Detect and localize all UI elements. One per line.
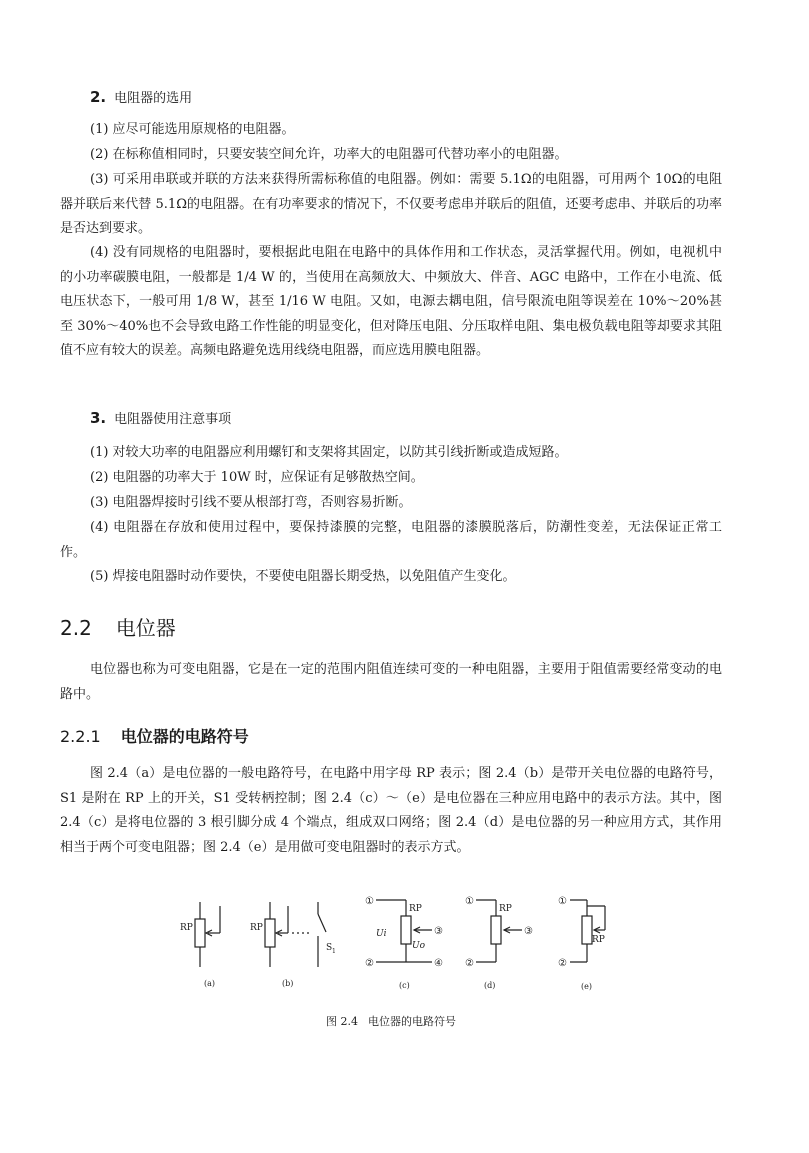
symbol-e: [570, 900, 605, 962]
terminal-1: ①: [558, 896, 567, 907]
label-rp: RP: [250, 923, 263, 933]
terminal-1: ①: [465, 896, 474, 907]
caption-text: 电位器的电路符号: [368, 1015, 456, 1028]
section-number: 2.: [90, 88, 107, 106]
section-number: 2.2: [60, 616, 92, 640]
paragraph: 图 2.4（a）是电位器的一般电路符号，在电路中用字母 RP 表示；图 2.4（b）是带开关电位器的电路符号，S1 是附在 RP 上的开关，S1 受转柄控制；图 2.4（c）～（e）是电位器在三种应用电路中的表示方法。其中，图 2.4（c）是将电位器的 3 根引脚分成 4 个端点，组成双口网络；图 2.4（d）是电位器的另一种应用方式，其作用相当于两个可变电阻器；图 2.4（e）是用做可变电阻器时的表示方式。: [60, 766, 722, 855]
figure-caption: [60, 1013, 722, 1029]
section-heading-3: [90, 408, 231, 427]
section-title: 电位器的电路符号: [120, 727, 249, 746]
section-title: 电阻器使用注意事项: [114, 412, 232, 427]
label-uo: Uo: [412, 941, 426, 951]
label-rp: RP: [180, 923, 193, 933]
sub-caption: (d): [484, 981, 496, 990]
sub-caption: (a): [204, 979, 216, 988]
terminal-4: ④: [434, 958, 443, 969]
label-s1: S: [326, 943, 333, 953]
section-heading-2: [90, 87, 192, 106]
potentiometer-symbols: [60, 892, 722, 1002]
section-number: 3.: [90, 409, 107, 427]
terminal-1: ①: [365, 896, 374, 907]
list-item: (4) 电阻器在存放和使用过程中，要保持漆膜的完整，电阻器的漆膜脱落后，防潮性变差，无法保证正常工作。: [60, 520, 722, 560]
terminal-2: ②: [558, 958, 567, 969]
section-heading-2-2-1: [60, 724, 249, 747]
figure-2-4: [60, 892, 722, 1002]
sub-caption: (c): [399, 981, 410, 990]
list-item: (3) 可采用串联或并联的方法来获得所需标称值的电阻器。例如：需要 5.1Ω的电阻器，可用两个 10Ω的电阻器并联后来代替 5.1Ω的电阻器。在有功率要求的情况下，不仅要考虑串并联后的阻值，还要考虑串、并联后的功率是否达到要求。: [60, 172, 722, 237]
terminal-2: ②: [365, 958, 374, 969]
section-number: 2.2.1: [60, 727, 101, 746]
label-rp: RP: [592, 935, 605, 945]
label-s1-sub: 1: [332, 948, 336, 955]
list-item: (1) 对较大功率的电阻器应利用螺钉和支架将其固定，以防其引线折断或造成短路。: [90, 445, 568, 460]
list-item: (4) 没有同规格的电阻器时，要根据此电阻在电路中的具体作用和工作状态，灵活掌握代用。例如，电视机中的小功率碳膜电阻，一般都是 1/4 W 的，当使用在高频放大、中频放大、伴音、AGC 电路中，工作在小电流、低电压状态下，一般可用 1/8 W，甚至 1/16 W 电阻。又如，电源去耦电阻，信号限流电阻等误差在 10%～20%甚至 30%～40%也不会导致电路工作性能的明显变化，但对降压电阻、分压取样电阻、集电极负载电阻等却要求其阻值不应有较大的误差。高频电路避免选用线绕电阻器，而应选用膜电阻器。: [60, 245, 722, 359]
terminal-3: ③: [524, 926, 533, 937]
caption-number: 图 2.4: [326, 1015, 358, 1028]
label-ui: Ui: [376, 929, 387, 939]
paragraph: 电位器也称为可变电阻器，它是在一定的范围内阻值连续可变的一种电阻器，主要用于阻值需要经常变动的电路中。: [60, 662, 722, 702]
label-rp: RP: [409, 904, 422, 914]
sub-caption: (b): [282, 979, 294, 988]
label-rp: RP: [499, 904, 512, 914]
terminal-3: ③: [434, 926, 443, 937]
list-item: (1) 应尽可能选用原规格的电阻器。: [90, 122, 295, 137]
section-heading-2-2: [60, 612, 176, 641]
symbol-b: [265, 902, 326, 967]
list-item: (3) 电阻器焊接时引线不要从根部打弯，否则容易折断。: [90, 495, 412, 510]
terminal-2: ②: [465, 958, 474, 969]
section-title: 电位器: [115, 616, 176, 640]
section-title: 电阻器的选用: [114, 91, 193, 106]
list-item: (2) 电阻器的功率大于 10W 时，应保证有足够散热空间。: [90, 470, 424, 485]
list-item: (5) 焊接电阻器时动作要快，不要使电阻器长期受热，以免阻值产生变化。: [90, 569, 516, 584]
symbol-a: [195, 902, 220, 967]
sub-caption: (e): [581, 982, 592, 991]
list-item: (2) 在标称值相同时，只要安装空间允许，功率大的电阻器可代替功率小的电阻器。: [90, 147, 568, 162]
